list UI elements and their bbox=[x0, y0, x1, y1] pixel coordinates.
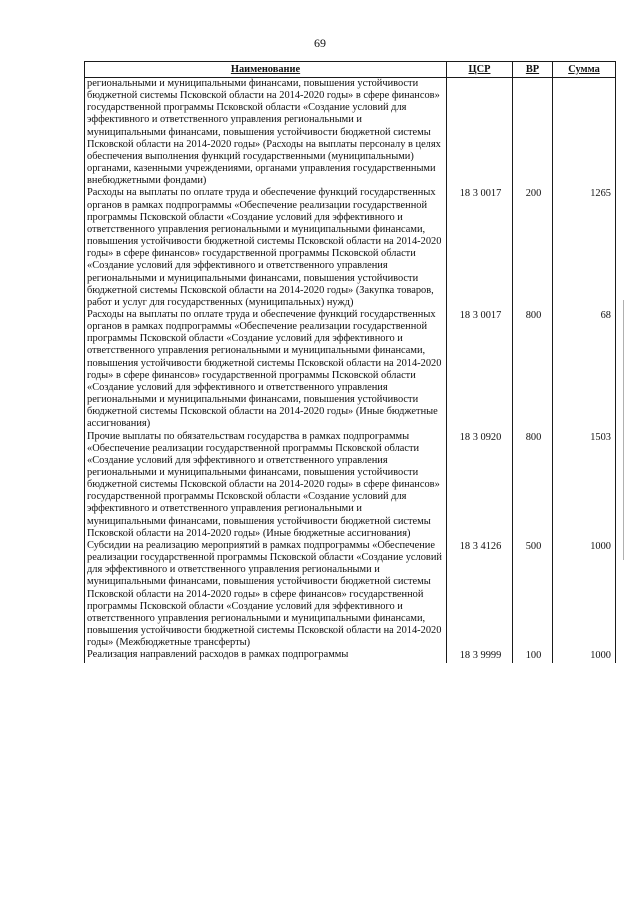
row-name: региональными и муниципальными финансами, повышения устойчивости бюджетной системы Псковской области на 2014-2020 годы» в сфере финансов» государственной программы Псковской области «Создание условий для эффективного и ответственного управления региональными и муниципальными финансами, повышения устойчивости бюджетной системы Псковской области на 2014-2020 годы» (Расходы на выплаты персоналу в целях обеспечения выполнения функций государственными (муниципальными) органами, казенными учреждениями, органами управления государственными внебюджетными фондами) bbox=[85, 78, 447, 188]
page-number: 69 bbox=[314, 36, 326, 50]
row-csr: 18 3 9999 bbox=[447, 649, 513, 662]
row-vr: 500 bbox=[513, 540, 553, 649]
row-csr: 18 3 0017 bbox=[447, 187, 513, 309]
table-row bbox=[85, 187, 616, 309]
table-header bbox=[85, 62, 616, 78]
budget-table bbox=[84, 61, 616, 663]
header-name: Наименование bbox=[85, 62, 447, 78]
table-body bbox=[85, 78, 616, 663]
row-sum: 1000 bbox=[553, 540, 616, 649]
header-row bbox=[85, 62, 616, 78]
row-name: Прочие выплаты по обязательствам государства в рамках подпрограммы «Обеспечение реализации государственной программы Псковской области «Создание условий для эффективного и ответственного управления региональными и муниципальными финансами, повышения устойчивости бюджетной системы Псковской области на 2014-2020 годы» в сфере финансов» государственной программы Псковской области «Создание условий для эффективного и ответственного управления региональными и муниципальными финансами, повышения устойчивости бюджетной системы Псковской области на 2014-2020 годы» (Иные бюджетные ассигнования) bbox=[85, 431, 447, 540]
row-vr: 200 bbox=[513, 187, 553, 309]
row-vr: 800 bbox=[513, 431, 553, 540]
scan-edge-mark bbox=[623, 300, 624, 560]
row-sum: 68 bbox=[553, 309, 616, 431]
row-csr: 18 3 0920 bbox=[447, 431, 513, 540]
table-row bbox=[85, 431, 616, 540]
row-name: Расходы на выплаты по оплате труда и обеспечение функций государственных органов в рамках подпрограммы «Обеспечение реализации государственной программы Псковской области «Создание условий для эффективного и ответственного управления региональными и муниципальными финансами, повышения устойчивости бюджетной системы Псковской области на 2014-2020 годы» в сфере финансов» государственной программы Псковской области «Создание условий для эффективного и ответственного управления региональными и муниципальными финансами, повышения устойчивости бюджетной системы Псковской области на 2014-2020 годы» (Закупка товаров, работ и услуг для государственных (муниципальных) нужд) bbox=[85, 187, 447, 309]
row-name: Реализация направлений расходов в рамках подпрограммы bbox=[85, 649, 447, 662]
row-sum: 1503 bbox=[553, 431, 616, 540]
row-name: Субсидии на реализацию мероприятий в рамках подпрограммы «Обеспечение реализации государственной программы Псковской области «Создание условий для эффективного и ответственного управления региональными и муниципальными финансами, повышения устойчивости бюджетной системы Псковской области на 2014-2020 годы» в сфере финансов» государственной программы Псковской области «Создание условий для эффективного и ответственного управления региональными и муниципальными финансами, повышения устойчивости бюджетной системы Псковской области на 2014-2020 годы» (Межбюджетные трансферты) bbox=[85, 540, 447, 649]
row-sum: 1265 bbox=[553, 187, 616, 309]
row-csr bbox=[447, 78, 513, 188]
table-row bbox=[85, 309, 616, 431]
table-row bbox=[85, 540, 616, 649]
header-vr: ВР bbox=[513, 62, 553, 78]
row-sum: 1000 bbox=[553, 649, 616, 662]
row-csr: 18 3 4126 bbox=[447, 540, 513, 649]
header-sum: Сумма bbox=[553, 62, 616, 78]
row-name: Расходы на выплаты по оплате труда и обеспечение функций государственных органов в рамках подпрограммы «Обеспечение реализации государственной программы Псковской области «Создание условий для эффективного и ответственного управления региональными и муниципальными финансами, повышения устойчивости бюджетной системы Псковской области на 2014-2020 годы» в сфере финансов» государственной программы Псковской области «Создание условий для эффективного и ответственного управления региональными и муниципальными финансами, повышения устойчивости бюджетной системы Псковской области на 2014-2020 годы» (Иные бюджетные ассигнования) bbox=[85, 309, 447, 431]
row-csr: 18 3 0017 bbox=[447, 309, 513, 431]
row-vr bbox=[513, 78, 553, 188]
header-csr: ЦСР bbox=[447, 62, 513, 78]
table-row bbox=[85, 78, 616, 188]
row-vr: 800 bbox=[513, 309, 553, 431]
table-row bbox=[85, 649, 616, 662]
row-vr: 100 bbox=[513, 649, 553, 662]
row-sum bbox=[553, 78, 616, 188]
